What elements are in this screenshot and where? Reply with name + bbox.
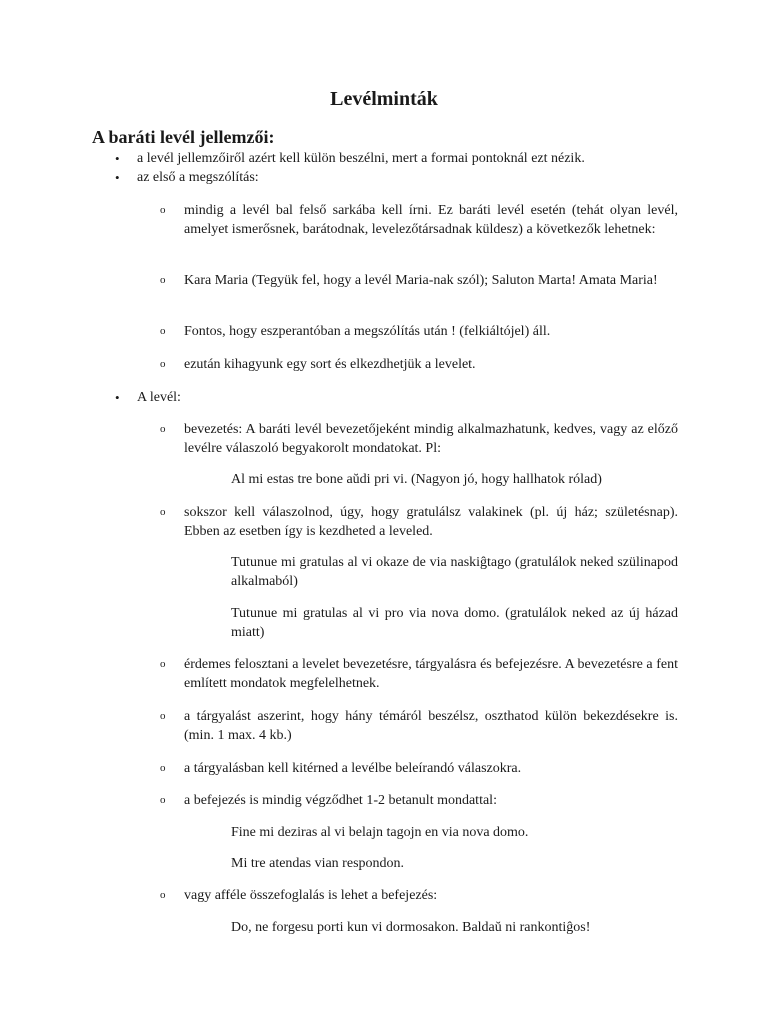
list-item: bevezetés: A baráti levél bevezetőjeként mindig alkalmazhatunk, kedves, vagy az előző levélre válaszoló begyakorolt mondatokat. Pl: bbox=[184, 422, 678, 456]
bullet-circle-marker: o bbox=[160, 658, 166, 670]
bullet-circle-marker: o bbox=[160, 506, 166, 518]
bullet-disc-marker: • bbox=[115, 170, 120, 185]
bullet-circle-marker: o bbox=[160, 325, 166, 337]
list-item: ezután kihagyunk egy sort és elkezdhetjük a levelet. bbox=[184, 357, 476, 372]
list-item: Fine mi deziras al vi belajn tagojn en via nova domo. bbox=[231, 825, 529, 840]
list-item: Fontos, hogy eszperantóban a megszólítás után ! (felkiáltójel) áll. bbox=[184, 324, 551, 339]
list-item: Do, ne forgesu porti kun vi dormosakon. Baldaŭ ni rankontiĝos! bbox=[231, 920, 591, 935]
bullet-disc-marker: • bbox=[115, 390, 120, 405]
bullet-circle-marker: o bbox=[160, 710, 166, 722]
list-item: Mi tre atendas vian respondon. bbox=[231, 856, 405, 871]
list-item: Tutunue mi gratulas al vi okaze de via naskiĝtago (gratulálok neked szülinapod alkalmaból) bbox=[231, 555, 678, 589]
section-heading: A baráti levél jellemzői: bbox=[92, 127, 275, 147]
list-item: a tárgyalást aszerint, hogy hány témáról beszélsz, oszthatod külön bekezdésekre is. (min. 1 max. 4 kb.) bbox=[184, 709, 678, 743]
list-item: sokszor kell válaszolnod, úgy, hogy gratulálsz valakinek (pl. új ház; születésnap). Ebben az esetben így is kezdheted a leveled. bbox=[184, 505, 678, 539]
list-item: mindig a levél bal felső sarkába kell írni. Ez baráti levél esetén (tehát olyan levél, amelyet ismerősnek, barátodnak, levelezőtársadnak küldesz) a következők lehetnek: bbox=[184, 203, 678, 237]
list-item: Tutunue mi gratulas al vi pro via nova domo. (gratulálok neked az új házad miatt) bbox=[231, 606, 678, 640]
list-item: az első a megszólítás: bbox=[137, 170, 259, 185]
bullet-circle-marker: o bbox=[160, 794, 166, 806]
bullet-circle-marker: o bbox=[160, 358, 166, 370]
list-item: Kara Maria (Tegyük fel, hogy a levél Maria-nak szól); Saluton Marta! Amata Maria! bbox=[184, 273, 658, 288]
list-item: a levél jellemzőiről azért kell külön beszélni, mert a formai pontoknál ezt nézik. bbox=[137, 151, 585, 166]
bullet-circle-marker: o bbox=[160, 274, 166, 286]
list-item: a tárgyalásban kell kitérned a levélbe beleírandó válaszokra. bbox=[184, 761, 522, 776]
list-item: a befejezés is mindig végződhet 1-2 betanult mondattal: bbox=[184, 793, 497, 808]
page-title: Levélminták bbox=[330, 88, 438, 110]
bullet-disc-marker: • bbox=[115, 151, 120, 166]
bullet-circle-marker: o bbox=[160, 762, 166, 774]
bullet-circle-marker: o bbox=[160, 889, 166, 901]
list-item: vagy afféle összefoglalás is lehet a befejezés: bbox=[184, 888, 438, 903]
list-item: A levél: bbox=[137, 390, 181, 405]
bullet-circle-marker: o bbox=[160, 423, 166, 435]
list-item: Al mi estas tre bone aŭdi pri vi. (Nagyon jó, hogy hallhatok rólad) bbox=[231, 472, 602, 487]
bullet-circle-marker: o bbox=[160, 204, 166, 216]
list-item: érdemes felosztani a levelet bevezetésre, tárgyalásra és befejezésre. A bevezetésre a fent említett mondatok megfelelhetnek. bbox=[184, 657, 678, 691]
